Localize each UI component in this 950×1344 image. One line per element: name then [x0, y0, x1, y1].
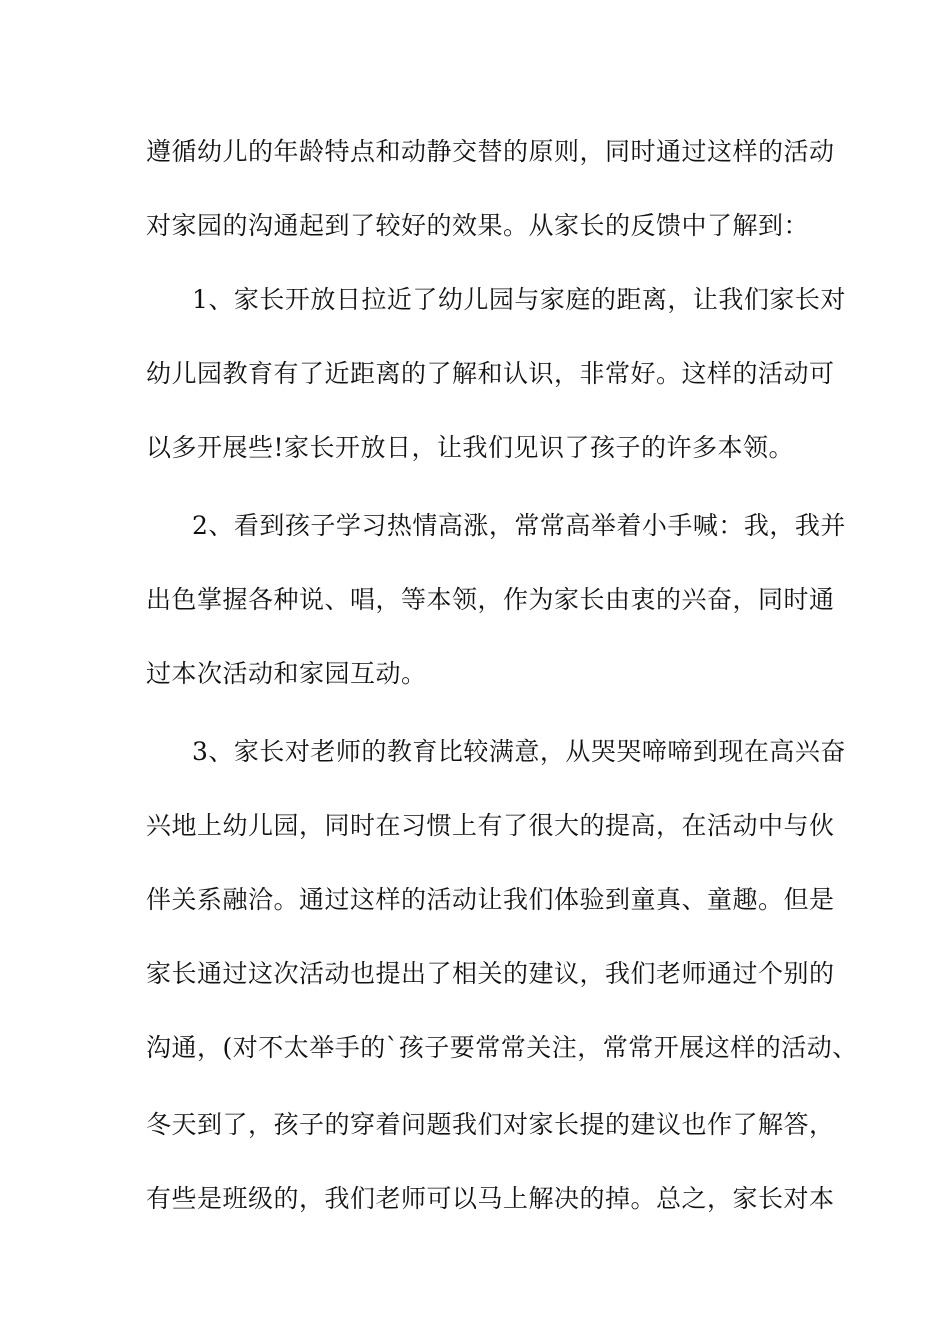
text-line: 家长通过这次活动也提出了相关的建议，我们老师通过个别的: [146, 959, 835, 988]
text-line: 有些是班级的，我们老师可以马上解决的掉。总之，家长对本: [146, 1184, 835, 1213]
text-line: 对家园的沟通起到了较好的效果。从家长的反馈中了解到：: [146, 211, 810, 240]
text-line: 沟通，(对不太举手的`孩子要常常关注，常常开展这样的活动、: [146, 1033, 858, 1062]
text-line: 兴地上幼儿园，同时在习惯上有了很大的提高，在活动中与伙: [146, 811, 835, 840]
text-line: 伴关系融洽。通过这样的活动让我们体验到童真、童趣。但是: [146, 885, 835, 914]
text-line: 2、看到孩子学习热情高涨，常常高举着小手喊：我，我并: [192, 511, 846, 540]
text-line: 出色掌握各种说、唱，等本领，作为家长由衷的兴奋，同时通: [146, 585, 835, 614]
text-line: 以多开展些!家长开放日，让我们见识了孩子的许多本领。: [146, 433, 795, 462]
text-line: 3、家长对老师的教育比较满意，从哭哭啼啼到现在高兴奋: [192, 737, 846, 766]
text-line: 过本次活动和家园互动。: [146, 659, 427, 688]
text-line: 幼儿园教育有了近距离的了解和认识，非常好。这样的活动可: [146, 359, 835, 388]
text-line: 冬天到了，孩子的穿着问题我们对家长提的建议也作了解答，: [146, 1110, 835, 1139]
text-line: 遵循幼儿的年龄特点和动静交替的原则，同时通过这样的活动: [146, 137, 835, 166]
text-line: 1、家长开放日拉近了幼儿园与家庭的距离，让我们家长对: [192, 285, 846, 314]
